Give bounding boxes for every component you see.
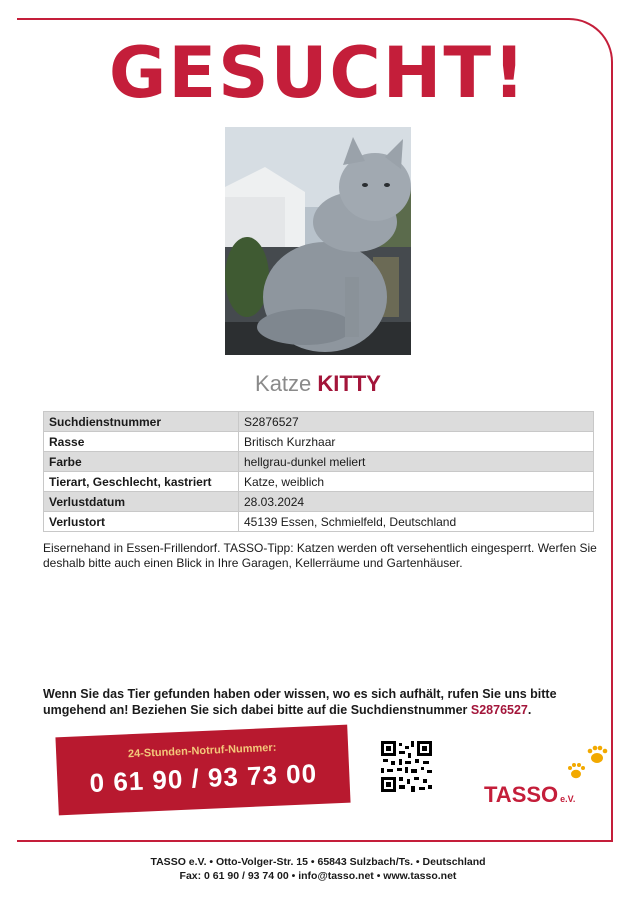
headline: GESUCHT!	[108, 32, 528, 114]
hotline-banner	[55, 725, 350, 816]
footer	[0, 855, 636, 883]
call-to-action	[43, 686, 599, 718]
detail-label: Tierart, Geschlecht, kastriert	[44, 472, 239, 492]
qr-code-icon[interactable]	[381, 741, 432, 792]
brand-name: TASSO	[484, 782, 559, 807]
detail-value: 28.03.2024	[239, 492, 594, 512]
detail-value: S2876527	[239, 412, 594, 432]
description-text: Eisernehand in Essen-Frillendorf. TASSO-Tipp: Katzen werden oft versehentlich eingesperrt. Werfen Sie deshalb bitte auch einen Blick in Ihre Garagen, Kellerräume und Gartenhäuser.	[43, 541, 597, 570]
detail-value: 45139 Essen, Schmielfeld, Deutschland	[239, 512, 594, 532]
detail-label: Farbe	[44, 452, 239, 472]
detail-label: Rasse	[44, 432, 239, 452]
search-number-ref: S2876527	[470, 703, 528, 717]
paw-print-icon	[562, 744, 612, 784]
detail-value: Britisch Kurzhaar	[239, 432, 594, 452]
detail-label: Verlustort	[44, 512, 239, 532]
detail-label: Verlustdatum	[44, 492, 239, 512]
cat-photo	[225, 127, 411, 355]
table-row	[44, 452, 594, 472]
brand-suffix: e.V.	[560, 794, 576, 804]
pet-title	[0, 371, 636, 397]
hotline-label: 24-Stunden-Notruf-Nummer:	[127, 741, 277, 761]
hotline-number[interactable]: 0 61 90 / 93 73 00	[88, 758, 318, 798]
table-row	[44, 512, 594, 532]
tasso-logo	[484, 782, 575, 808]
detail-value: Katze, weiblich	[239, 472, 594, 492]
table-row	[44, 472, 594, 492]
detail-label: Suchdienstnummer	[44, 412, 239, 432]
call-text: Wenn Sie das Tier gefunden haben oder wissen, wo es sich aufhält, rufen Sie uns bitte umgehend an! Beziehen Sie sich dabei bitte auf die Suchdienstnummer	[43, 687, 557, 717]
frame-mask	[0, 18, 17, 21]
pet-name: KITTY	[317, 371, 381, 396]
footer-contact: Fax: 0 61 90 / 93 74 00 • info@tasso.net • www.tasso.net	[179, 870, 457, 882]
footer-address: TASSO e.V. • Otto-Volger-Str. 15 • 65843 Sulzbach/Ts. • Deutschland	[150, 856, 486, 868]
detail-value: hellgrau-dunkel meliert	[239, 452, 594, 472]
details-table	[43, 411, 594, 532]
pet-species: Katze	[255, 371, 312, 396]
table-row	[44, 432, 594, 452]
call-end: .	[527, 703, 532, 717]
table-row	[44, 412, 594, 432]
table-row	[44, 492, 594, 512]
